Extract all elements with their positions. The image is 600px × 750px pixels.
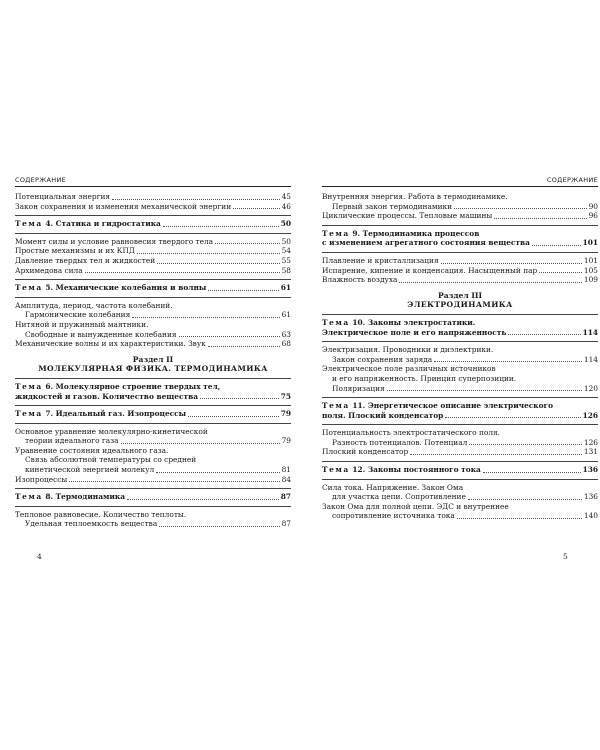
dot-leader (532, 245, 581, 246)
entry-title: Механические волны и их характеристики. Звук (15, 339, 206, 349)
toc-entry (15, 455, 291, 465)
dot-leader (112, 199, 280, 200)
entry-text (15, 492, 125, 502)
dot-leader (445, 417, 580, 418)
entry-text (15, 320, 148, 329)
toc-entry (322, 202, 598, 212)
toc-entry (15, 339, 291, 349)
entry-title: Свободные и вынужденные колебания (25, 329, 177, 339)
topic-word: Тема (322, 401, 350, 411)
entry-text (322, 192, 508, 201)
entry-text (15, 256, 155, 266)
entry-title: 5. Механические колебания и волны (45, 283, 207, 293)
entry-text (332, 511, 455, 521)
section-title: МОЛЕКУЛЯРНАЯ ФИЗИКА. ТЕРМОДИНАМИКА (38, 364, 268, 374)
entry-page-number: 120 (583, 383, 598, 393)
entry-title: поля. Плоский конденсатор (322, 410, 444, 420)
toc-entry (322, 438, 598, 448)
toc-entry (15, 256, 291, 266)
toc-entry (15, 475, 291, 485)
entry-text (15, 202, 231, 212)
toc-entry (322, 275, 598, 285)
entry-title: Первый закон термодинамики (332, 201, 453, 211)
dot-leader (121, 443, 280, 444)
entry-text (332, 384, 385, 394)
entry-page-number: 79 (281, 436, 291, 446)
topic-entry (322, 411, 598, 421)
entry-title: Закон сохранения и изменения механической энергии (15, 201, 232, 211)
toc-entry (322, 428, 598, 438)
entry-title: 11. Энергетическое описание электрического (352, 401, 554, 411)
separator-rule (15, 279, 291, 280)
toc-entry (15, 301, 291, 311)
entry-page-number: 109 (583, 275, 598, 285)
entry-text (332, 202, 452, 212)
entry-text (322, 238, 530, 248)
entry-page-number: 81 (281, 465, 291, 475)
entry-page-number: 136 (583, 492, 598, 502)
entry-text (322, 411, 443, 421)
entry-text (332, 374, 516, 383)
entry-text (322, 211, 492, 221)
entry-text (25, 519, 157, 529)
topic-entry (15, 392, 291, 402)
toc-entry (15, 192, 291, 202)
toc-entry (322, 364, 598, 374)
toc-entry (15, 427, 291, 437)
entry-text (332, 438, 467, 448)
right-page (322, 176, 598, 521)
entry-text (322, 318, 475, 327)
topic-word: Тема (15, 219, 43, 229)
dot-leader (132, 317, 279, 318)
entry-text (322, 266, 537, 276)
entry-text (15, 237, 213, 247)
entry-title: с изменением агрегатного состояния вещества (322, 238, 530, 248)
entry-page-number: 50 (280, 219, 291, 229)
dot-leader (159, 526, 279, 527)
entry-title: Амплитуда, период, частота колебаний. (15, 300, 173, 310)
topic-word: Тема (15, 381, 43, 391)
toc-entry (15, 202, 291, 212)
dot-leader (457, 518, 582, 519)
toc-entry (322, 483, 598, 493)
separator-rule (322, 252, 598, 253)
section-heading (15, 355, 291, 374)
entry-page-number: 101 (583, 255, 598, 265)
topic-entry (15, 219, 291, 229)
topic-entry (322, 401, 598, 411)
separator-rule (15, 297, 291, 298)
entry-title: теории идеального газа (25, 436, 119, 446)
dot-leader (188, 416, 279, 417)
topic-entry (322, 238, 598, 248)
separator-rule (15, 423, 291, 424)
entry-page-number: 55 (281, 255, 291, 265)
section-heading (322, 291, 598, 310)
entry-title: Испарение, кипение и конденсация. Насыщенный пар (322, 265, 538, 275)
toc-entry (15, 436, 291, 446)
entry-title: Потенциальность электростатического поля. (322, 428, 501, 438)
entry-title: Циклические процессы. Тепловые машины (322, 211, 493, 221)
entry-title: Закон Ома для полной цепи. ЭДС и внутреннее (322, 501, 509, 511)
toc-entry (15, 510, 291, 520)
topic-entry (322, 465, 598, 475)
entry-title: Тепловое равновесие. Количество теплоты. (15, 509, 187, 519)
toc-entry (322, 492, 598, 502)
toc-entry (15, 310, 291, 320)
dot-leader (468, 499, 582, 500)
entry-page-number: 87 (281, 519, 291, 529)
separator-rule (322, 424, 598, 425)
entry-title: сопротивление источника тока (332, 511, 455, 521)
toc-entry (15, 465, 291, 475)
entry-title: Влажность воздуха (322, 275, 398, 285)
entry-text (15, 446, 168, 455)
entry-text (15, 382, 220, 391)
entry-page-number: 45 (281, 192, 291, 201)
entry-title: для участка цепи. Сопротивление (332, 492, 466, 502)
entry-text (322, 229, 479, 238)
entry-title: Электрическое поле различных источников (322, 364, 496, 374)
toc-entry (322, 192, 598, 202)
entry-title: Сила тока. Напряжение. Закон Ома (322, 482, 464, 492)
entry-page-number: 126 (583, 437, 598, 447)
dot-leader (469, 444, 582, 445)
entry-title: Связь абсолютной температуры со средней (25, 455, 197, 465)
toc-list (322, 192, 598, 521)
entry-page-number: 50 (281, 236, 291, 246)
header-rule (15, 186, 291, 187)
entry-page-number: 46 (281, 201, 291, 211)
entry-text (15, 427, 208, 436)
dot-leader (208, 346, 280, 347)
entry-title: Момент силы и условие равновесия твердого тела (15, 236, 214, 246)
entry-title: и его напряженность. Принцип суперпозиции. (332, 373, 517, 383)
dot-leader (200, 398, 279, 399)
dot-leader (454, 208, 587, 209)
separator-rule (15, 378, 291, 379)
entry-title: Плоский конденсатор (322, 447, 409, 457)
entry-page-number: 61 (281, 310, 291, 320)
entry-text (322, 275, 397, 285)
toc-entry (322, 502, 598, 512)
entry-text (322, 328, 506, 338)
entry-page-number: 96 (588, 211, 598, 221)
toc-entry (15, 330, 291, 340)
entry-text (15, 409, 186, 419)
dot-leader (157, 263, 279, 264)
toc-entry (15, 446, 291, 456)
toc-entry (15, 266, 291, 276)
toc-list (15, 192, 291, 529)
entry-title: Внутренняя энергия. Работа в термодинамике. (322, 192, 508, 201)
entry-title: Плавление и кристаллизация (322, 255, 439, 265)
dot-leader (137, 253, 280, 254)
topic-entry (322, 328, 598, 338)
separator-rule (15, 506, 291, 507)
dot-leader (208, 290, 278, 291)
toc-entry (322, 211, 598, 221)
entry-page-number: 75 (280, 391, 291, 401)
entry-page-number: 63 (281, 329, 291, 339)
toc-entry (322, 374, 598, 384)
entry-text (332, 355, 432, 365)
entry-page-number: 101 (582, 238, 598, 248)
dot-leader (387, 390, 582, 391)
toc-entry (322, 266, 598, 276)
entry-text (322, 428, 500, 437)
entry-page-number: 84 (281, 474, 291, 484)
topic-word: Тема (322, 228, 350, 238)
entry-text (15, 192, 110, 202)
entry-title: 6. Молекулярное строение твердых тел, (45, 381, 221, 391)
separator-rule (322, 225, 598, 226)
toc-entry (15, 519, 291, 529)
entry-page-number: 140 (583, 511, 598, 521)
running-header: СОДЕРЖАНИЕ (15, 176, 67, 184)
entry-text (15, 339, 206, 349)
entry-text (15, 283, 206, 293)
dot-leader (127, 499, 279, 500)
topic-entry (15, 492, 291, 502)
entry-text (25, 436, 119, 446)
entry-text (25, 330, 177, 340)
entry-text (332, 492, 466, 502)
toc-entry (322, 447, 598, 457)
header-rule (322, 186, 598, 187)
section-label: Раздел II (132, 354, 174, 364)
entry-title: 9. Термодинамика процессов (352, 228, 480, 238)
entry-title: Основное уравнение молекулярно-кинетической (15, 426, 208, 436)
entry-page-number: 126 (582, 410, 598, 420)
entry-text (15, 266, 83, 276)
dot-leader (215, 243, 280, 244)
topic-entry (15, 409, 291, 419)
separator-rule (322, 461, 598, 462)
entry-page-number: 68 (281, 339, 291, 349)
entry-page-number: 87 (280, 492, 291, 502)
entry-title: Электризация. Проводники и диэлектрики. (322, 345, 494, 355)
dot-leader (399, 282, 581, 283)
separator-rule (322, 341, 598, 342)
entry-page-number: 136 (582, 465, 598, 475)
entry-text (322, 256, 439, 266)
entry-text (322, 345, 493, 354)
entry-text (322, 502, 509, 511)
toc-entry (15, 237, 291, 247)
dot-leader (156, 472, 279, 473)
entry-title: Разность потенциалов. Потенциал (332, 437, 468, 447)
page-number: 4 (37, 552, 42, 561)
entry-page-number: 54 (281, 246, 291, 256)
entry-text (322, 364, 496, 373)
separator-rule (322, 397, 598, 398)
entry-text (15, 246, 135, 256)
entry-title: 4. Статика и гидростатика (45, 219, 161, 229)
entry-title: Изопроцессы (15, 474, 68, 484)
toc-entry (15, 320, 291, 330)
entry-text (25, 310, 130, 320)
dot-leader (441, 263, 582, 264)
entry-title: Давление твердых тел и жидкостей (15, 255, 156, 265)
dot-leader (508, 334, 580, 335)
running-header: СОДЕРЖАНИЕ (546, 176, 598, 184)
dot-leader (85, 272, 280, 273)
page-number: 5 (563, 552, 568, 561)
entry-page-number: 114 (582, 327, 598, 337)
entry-title: Архимедова сила (15, 265, 83, 275)
topic-entry (15, 283, 291, 293)
separator-rule (322, 479, 598, 480)
topic-word: Тема (15, 283, 43, 293)
separator-rule (15, 405, 291, 406)
entry-title: Поляризация (332, 383, 385, 393)
dot-leader (539, 272, 582, 273)
dot-leader (179, 336, 280, 337)
entry-title: Нитяной и пружинный маятники. (15, 319, 149, 329)
entry-page-number: 105 (583, 265, 598, 275)
topic-entry (322, 318, 598, 328)
entry-page-number: 114 (583, 354, 598, 364)
entry-text (322, 465, 481, 475)
entry-title: жидкостей и газов. Количество вещества (15, 391, 198, 401)
entry-title: кинетической энергией молекул (25, 465, 155, 475)
entry-text (15, 219, 161, 229)
topic-word: Тема (322, 465, 350, 475)
entry-page-number: 79 (280, 409, 291, 419)
entry-text (15, 301, 173, 310)
toc-entry (322, 355, 598, 365)
topic-word: Тема (15, 409, 43, 419)
dot-leader (483, 472, 581, 473)
entry-text (15, 392, 198, 402)
entry-text (15, 475, 67, 485)
entry-title: Гармонические колебания (25, 310, 131, 320)
toc-entry (322, 256, 598, 266)
dot-leader (69, 481, 279, 482)
entry-title: Электрическое поле и его напряженность (322, 327, 507, 337)
dot-leader (410, 454, 582, 455)
entry-title: Удельная теплоемкость вещества (25, 519, 158, 529)
entry-text (322, 447, 408, 457)
entry-title: Простые механизмы и их КПД (15, 246, 135, 256)
separator-rule (322, 314, 598, 315)
entry-text (25, 455, 196, 464)
topic-entry (15, 382, 291, 392)
entry-page-number: 131 (583, 447, 598, 457)
entry-title: 12. Законы постоянного тока (352, 465, 481, 475)
separator-rule (15, 488, 291, 489)
entry-title: Потенциальная энергия (15, 192, 111, 201)
entry-page-number: 61 (280, 283, 291, 293)
section-label: Раздел III (437, 290, 483, 300)
entry-page-number: 90 (588, 201, 598, 211)
toc-entry (15, 246, 291, 256)
entry-title: 10. Законы электростатики. (352, 317, 476, 327)
entry-title: Закон сохранения заряда (332, 354, 433, 364)
separator-rule (15, 215, 291, 216)
entry-text (322, 401, 553, 410)
dot-leader (163, 226, 279, 227)
section-title: ЭЛЕКТРОДИНАМИКА (407, 300, 513, 310)
dot-leader (494, 218, 586, 219)
entry-title: 8. Термодинамика (45, 492, 126, 502)
entry-page-number: 58 (281, 265, 291, 275)
toc-entry (322, 511, 598, 521)
dot-leader (434, 361, 582, 362)
topic-entry (322, 229, 598, 239)
toc-entry (322, 345, 598, 355)
toc-entry (322, 384, 598, 394)
entry-text (15, 510, 186, 519)
dot-leader (233, 208, 279, 209)
entry-text (322, 483, 463, 492)
topic-word: Тема (322, 317, 350, 327)
topic-word: Тема (15, 492, 43, 502)
separator-rule (15, 233, 291, 234)
entry-title: 7. Идеальный газ. Изопроцессы (45, 409, 187, 419)
entry-title: Уравнение состояния идеального газа. (15, 445, 169, 455)
entry-text (25, 465, 154, 475)
left-page (15, 176, 291, 529)
